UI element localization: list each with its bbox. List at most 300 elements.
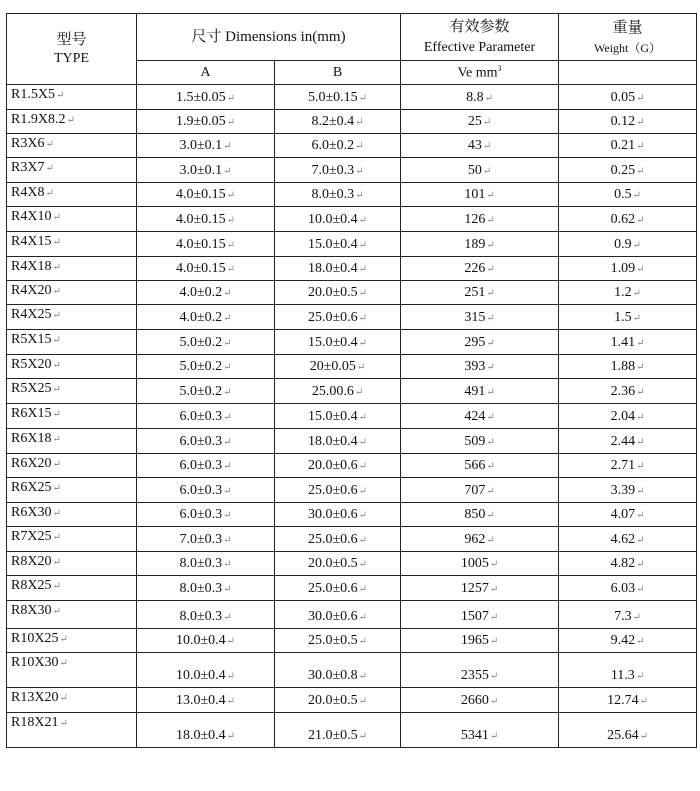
type-cell xyxy=(7,527,137,552)
weight-value: 7.3 xyxy=(614,609,632,624)
type-value: R5X25 xyxy=(11,381,52,396)
paragraph-mark-icon: ↵ xyxy=(226,190,236,201)
b-cell xyxy=(275,110,401,134)
weight-cell xyxy=(559,653,697,688)
paragraph-mark-icon: ↵ xyxy=(226,117,236,128)
paragraph-mark-icon: ↵ xyxy=(52,434,61,445)
paragraph-mark-icon: ↵ xyxy=(486,486,495,497)
weight-value: 0.12 xyxy=(610,114,636,129)
a-cell xyxy=(137,429,275,454)
weight-cell xyxy=(559,429,697,454)
weight-value: 1.2 xyxy=(614,285,632,300)
weight-value: 1.41 xyxy=(610,335,636,350)
type-cell xyxy=(7,404,137,429)
ve-cell xyxy=(401,503,559,527)
table-row xyxy=(7,85,697,110)
type-cell xyxy=(7,454,137,478)
weight-cell xyxy=(559,330,697,355)
ve-value: 25 xyxy=(467,114,482,129)
type-value: R13X20 xyxy=(11,690,59,705)
a-value: 6.0±0.3 xyxy=(179,409,223,424)
weight-value: 4.82 xyxy=(610,556,636,571)
type-cell xyxy=(7,158,137,183)
weight-value: 0.21 xyxy=(610,138,636,153)
type-value: R4X8 xyxy=(11,185,45,200)
b-cell xyxy=(275,330,401,355)
b-cell xyxy=(275,478,401,503)
weight-cell xyxy=(559,527,697,552)
ve-value: 1965 xyxy=(460,633,489,648)
a-value: 3.0±0.1 xyxy=(179,138,223,153)
paragraph-mark-icon: ↵ xyxy=(355,141,364,152)
b-value: 15.0±0.4 xyxy=(307,237,358,252)
table-row xyxy=(7,527,697,552)
weight-cell xyxy=(559,110,697,134)
paragraph-mark-icon: ↵ xyxy=(356,362,366,373)
b-cell xyxy=(275,355,401,379)
a-value: 8.0±0.3 xyxy=(179,609,223,624)
paragraph-mark-icon: ↵ xyxy=(226,671,236,682)
paragraph-mark-icon: ↵ xyxy=(358,696,368,707)
a-cell xyxy=(137,257,275,281)
ve-cell xyxy=(401,183,559,207)
ve-cell xyxy=(401,232,559,257)
b-cell xyxy=(275,688,401,713)
a-cell xyxy=(137,713,275,748)
type-cell xyxy=(7,281,137,305)
paragraph-mark-icon: ↵ xyxy=(358,510,368,521)
paragraph-mark-icon: ↵ xyxy=(636,141,645,152)
weight-header-cn: 重量 xyxy=(612,19,643,36)
b-value: 7.0±0.3 xyxy=(311,163,355,178)
type-header-en: TYPE xyxy=(54,50,89,66)
ve-value: 315 xyxy=(464,310,486,325)
ve-cell xyxy=(401,688,559,713)
paragraph-mark-icon: ↵ xyxy=(486,535,495,546)
paragraph-mark-icon: ↵ xyxy=(52,335,61,346)
ve-cell xyxy=(401,429,559,454)
type-cell xyxy=(7,713,137,748)
paragraph-mark-icon: ↵ xyxy=(52,310,61,321)
ve-value: 491 xyxy=(464,384,486,399)
weight-value: 6.03 xyxy=(610,581,636,596)
table-row xyxy=(7,713,697,748)
table-row xyxy=(7,158,697,183)
paragraph-mark-icon: ↵ xyxy=(45,139,54,150)
a-cell xyxy=(137,688,275,713)
weight-value: 4.62 xyxy=(610,532,636,547)
paragraph-mark-icon: ↵ xyxy=(52,360,61,371)
paragraph-mark-icon: ↵ xyxy=(486,362,495,373)
ve-cell xyxy=(401,552,559,576)
paragraph-mark-icon: ↵ xyxy=(52,606,61,617)
ve-value: 424 xyxy=(464,409,486,424)
paragraph-mark-icon: ↵ xyxy=(226,264,236,275)
paragraph-mark-icon: ↵ xyxy=(358,671,368,682)
a-value: 6.0±0.3 xyxy=(179,507,223,522)
paragraph-mark-icon: ↵ xyxy=(358,93,368,104)
paragraph-mark-icon: ↵ xyxy=(355,166,364,177)
a-value: 4.0±0.2 xyxy=(179,310,223,325)
table-row xyxy=(7,629,697,653)
a-cell xyxy=(137,158,275,183)
paragraph-mark-icon: ↵ xyxy=(636,437,645,448)
type-cell xyxy=(7,653,137,688)
ve-value: 509 xyxy=(464,434,486,449)
paragraph-mark-icon: ↵ xyxy=(358,264,368,275)
weight-cell xyxy=(559,454,697,478)
a-value: 8.0±0.3 xyxy=(179,556,223,571)
paragraph-mark-icon: ↵ xyxy=(635,671,645,682)
type-value: R1.5X5 xyxy=(11,87,55,102)
paragraph-mark-icon: ↵ xyxy=(223,387,232,398)
type-cell xyxy=(7,207,137,232)
paragraph-mark-icon: ↵ xyxy=(636,510,645,521)
paragraph-mark-icon: ↵ xyxy=(489,612,499,623)
paragraph-mark-icon: ↵ xyxy=(482,166,492,177)
a-cell xyxy=(137,110,275,134)
weight-value: 1.5 xyxy=(614,310,632,325)
paragraph-mark-icon: ↵ xyxy=(358,559,368,570)
paragraph-mark-icon: ↵ xyxy=(358,338,368,349)
weight-cell xyxy=(559,713,697,748)
paragraph-mark-icon: ↵ xyxy=(482,141,492,152)
a-cell xyxy=(137,281,275,305)
ve-cell xyxy=(401,379,559,404)
type-value: R10X30 xyxy=(11,655,59,670)
table-row xyxy=(7,257,697,281)
paragraph-mark-icon: ↵ xyxy=(358,612,368,623)
col-a-header xyxy=(137,61,275,85)
paragraph-mark-icon: ↵ xyxy=(223,141,232,152)
col-b-header xyxy=(275,61,401,85)
paragraph-mark-icon: ↵ xyxy=(52,581,61,592)
a-value: 6.0±0.3 xyxy=(179,434,223,449)
weight-value: 0.25 xyxy=(610,163,636,178)
weight-value: 3.39 xyxy=(610,483,636,498)
a-cell xyxy=(137,207,275,232)
paragraph-mark-icon: ↵ xyxy=(486,437,495,448)
paragraph-mark-icon: ↵ xyxy=(52,459,61,470)
paragraph-mark-icon: ↵ xyxy=(636,362,645,373)
b-cell xyxy=(275,85,401,110)
ve-cell xyxy=(401,85,559,110)
weight-cell xyxy=(559,576,697,601)
paragraph-mark-icon: ↵ xyxy=(226,731,236,742)
a-value: 5.0±0.2 xyxy=(179,335,223,350)
table-row xyxy=(7,576,697,601)
weight-value: 0.62 xyxy=(610,212,636,227)
paragraph-mark-icon: ↵ xyxy=(636,387,645,398)
type-value: R10X25 xyxy=(11,631,59,646)
ve-cell xyxy=(401,527,559,552)
paragraph-mark-icon: ↵ xyxy=(489,696,499,707)
type-value: R6X20 xyxy=(11,456,52,471)
type-cell xyxy=(7,85,137,110)
paragraph-mark-icon: ↵ xyxy=(223,288,232,299)
paragraph-mark-icon: ↵ xyxy=(59,658,68,669)
a-cell xyxy=(137,601,275,629)
paragraph-mark-icon: ↵ xyxy=(484,93,493,104)
table-row xyxy=(7,478,697,503)
paragraph-mark-icon: ↵ xyxy=(52,237,61,248)
ve-cell xyxy=(401,134,559,158)
paragraph-mark-icon: ↵ xyxy=(355,117,364,128)
b-cell xyxy=(275,183,401,207)
paragraph-mark-icon: ↵ xyxy=(55,90,65,101)
table-row xyxy=(7,688,697,713)
paragraph-mark-icon: ↵ xyxy=(66,115,75,126)
b-cell xyxy=(275,305,401,330)
paragraph-mark-icon: ↵ xyxy=(489,731,499,742)
ve-value: 707 xyxy=(464,483,486,498)
paragraph-mark-icon: ↵ xyxy=(632,190,641,201)
paragraph-mark-icon: ↵ xyxy=(223,412,232,423)
paragraph-mark-icon: ↵ xyxy=(223,584,232,595)
b-cell xyxy=(275,158,401,183)
a-value: 10.0±0.4 xyxy=(175,633,226,648)
paragraph-mark-icon: ↵ xyxy=(226,93,236,104)
paragraph-mark-icon: ↵ xyxy=(489,671,499,682)
a-cell xyxy=(137,653,275,688)
b-value: 20.0±0.5 xyxy=(307,693,358,708)
paragraph-mark-icon: ↵ xyxy=(223,535,232,546)
type-cell xyxy=(7,183,137,207)
type-value: R18X21 xyxy=(11,715,59,730)
a-cell xyxy=(137,134,275,158)
table-row xyxy=(7,110,697,134)
paragraph-mark-icon: ↵ xyxy=(358,636,368,647)
a-cell xyxy=(137,330,275,355)
b-cell xyxy=(275,404,401,429)
a-value: 4.0±0.2 xyxy=(179,285,223,300)
weight-cell xyxy=(559,281,697,305)
table-row xyxy=(7,207,697,232)
paragraph-mark-icon: ↵ xyxy=(358,412,368,423)
a-cell xyxy=(137,404,275,429)
table-row xyxy=(7,454,697,478)
ve-cell xyxy=(401,629,559,653)
ve-cell xyxy=(401,110,559,134)
a-value: 5.0±0.2 xyxy=(179,384,223,399)
type-cell xyxy=(7,305,137,330)
paragraph-mark-icon: ↵ xyxy=(636,535,645,546)
table-row xyxy=(7,232,697,257)
paragraph-mark-icon: ↵ xyxy=(636,338,645,349)
paragraph-mark-icon: ↵ xyxy=(223,362,232,373)
type-cell xyxy=(7,688,137,713)
paragraph-mark-icon: ↵ xyxy=(636,215,645,226)
b-cell xyxy=(275,653,401,688)
spec-table xyxy=(6,13,697,748)
paragraph-mark-icon: ↵ xyxy=(59,693,68,704)
paragraph-mark-icon: ↵ xyxy=(636,93,645,104)
paragraph-mark-icon: ↵ xyxy=(489,636,499,647)
weight-cell xyxy=(559,629,697,653)
ve-cell xyxy=(401,355,559,379)
ve-cell xyxy=(401,653,559,688)
paragraph-mark-icon: ↵ xyxy=(223,461,232,472)
paragraph-mark-icon: ↵ xyxy=(636,636,645,647)
a-value: 8.0±0.3 xyxy=(179,581,223,596)
paragraph-mark-icon: ↵ xyxy=(52,483,61,494)
type-value: R4X20 xyxy=(11,283,52,298)
weight-cell xyxy=(559,232,697,257)
a-cell xyxy=(137,478,275,503)
table-row xyxy=(7,305,697,330)
type-cell xyxy=(7,330,137,355)
paragraph-mark-icon: ↵ xyxy=(226,696,236,707)
b-cell xyxy=(275,207,401,232)
ve-value: 43 xyxy=(467,138,482,153)
paragraph-mark-icon: ↵ xyxy=(226,636,236,647)
weight-cell xyxy=(559,257,697,281)
table-row xyxy=(7,281,697,305)
paragraph-mark-icon: ↵ xyxy=(52,508,61,519)
b-value: 20.0±0.6 xyxy=(307,458,358,473)
weight-cell xyxy=(559,688,697,713)
weight-value: 1.09 xyxy=(610,261,636,276)
b-cell xyxy=(275,429,401,454)
type-cell xyxy=(7,478,137,503)
type-cell xyxy=(7,552,137,576)
paragraph-mark-icon: ↵ xyxy=(358,215,368,226)
ve-value: 189 xyxy=(464,237,486,252)
type-cell xyxy=(7,355,137,379)
type-cell xyxy=(7,110,137,134)
type-value: R4X25 xyxy=(11,307,52,322)
b-value: 10.0±0.4 xyxy=(307,212,358,227)
a-cell xyxy=(137,576,275,601)
ve-cell xyxy=(401,305,559,330)
paragraph-mark-icon: ↵ xyxy=(59,634,68,645)
ve-value: 251 xyxy=(464,285,486,300)
type-header-cn: 型号 xyxy=(56,31,87,48)
weight-cell xyxy=(559,478,697,503)
table-row xyxy=(7,503,697,527)
b-value: 8.0±0.3 xyxy=(311,187,355,202)
b-value: 25.0±0.6 xyxy=(307,310,358,325)
a-value: 4.0±0.15 xyxy=(175,187,226,202)
table-row xyxy=(7,601,697,629)
paragraph-mark-icon: ↵ xyxy=(59,718,68,729)
paragraph-mark-icon: ↵ xyxy=(52,212,61,223)
b-value: 25.0±0.6 xyxy=(307,532,358,547)
paragraph-mark-icon: ↵ xyxy=(223,559,232,570)
paragraph-mark-icon: ↵ xyxy=(52,262,61,273)
paragraph-mark-icon: ↵ xyxy=(489,559,499,570)
weight-value: 0.9 xyxy=(614,237,632,252)
weight-header-en: Weight（G） xyxy=(594,40,662,55)
ve-cell xyxy=(401,404,559,429)
b-value: 20.0±0.5 xyxy=(307,556,358,571)
paragraph-mark-icon: ↵ xyxy=(636,486,645,497)
table-row xyxy=(7,429,697,454)
b-value: 30.0±0.6 xyxy=(307,609,358,624)
paragraph-mark-icon: ↵ xyxy=(52,532,61,543)
table-row xyxy=(7,404,697,429)
b-value: 25.00.6 xyxy=(311,384,354,399)
a-value: 7.0±0.3 xyxy=(179,532,223,547)
paragraph-mark-icon: ↵ xyxy=(223,166,232,177)
table-row xyxy=(7,183,697,207)
paragraph-mark-icon: ↵ xyxy=(636,559,645,570)
col-ve-superscript: 3 xyxy=(497,63,502,73)
type-value: R4X18 xyxy=(11,259,52,274)
b-cell xyxy=(275,576,401,601)
ve-cell xyxy=(401,478,559,503)
paragraph-mark-icon: ↵ xyxy=(223,338,232,349)
weight-cell xyxy=(559,183,697,207)
paragraph-mark-icon: ↵ xyxy=(52,409,61,420)
b-value: 30.0±0.6 xyxy=(307,507,358,522)
weight-value: 12.74 xyxy=(607,693,639,708)
paragraph-mark-icon: ↵ xyxy=(358,288,368,299)
type-value: R6X18 xyxy=(11,431,52,446)
a-value: 13.0±0.4 xyxy=(175,693,226,708)
paragraph-mark-icon: ↵ xyxy=(636,264,645,275)
type-cell xyxy=(7,134,137,158)
weight-value: 9.42 xyxy=(610,633,636,648)
b-value: 8.2±0.4 xyxy=(311,114,355,129)
paragraph-mark-icon: ↵ xyxy=(358,535,368,546)
effective-header-cn: 有效参数 xyxy=(449,18,510,35)
type-cell xyxy=(7,429,137,454)
ve-value: 962 xyxy=(464,532,486,547)
weight-cell xyxy=(559,601,697,629)
type-value: R8X25 xyxy=(11,578,52,593)
b-cell xyxy=(275,629,401,653)
weight-cell xyxy=(559,134,697,158)
b-value: 21.0±0.5 xyxy=(307,728,358,743)
weight-cell xyxy=(559,404,697,429)
a-value: 18.0±0.4 xyxy=(175,728,226,743)
paragraph-mark-icon: ↵ xyxy=(636,117,645,128)
paragraph-mark-icon: ↵ xyxy=(355,190,364,201)
ve-value: 2660 xyxy=(460,693,489,708)
a-value: 4.0±0.15 xyxy=(175,212,226,227)
paragraph-mark-icon: ↵ xyxy=(52,286,61,297)
a-cell xyxy=(137,355,275,379)
paragraph-mark-icon: ↵ xyxy=(632,288,641,299)
type-header xyxy=(7,14,137,85)
weight-cell xyxy=(559,305,697,330)
b-cell xyxy=(275,257,401,281)
ve-cell xyxy=(401,257,559,281)
a-cell xyxy=(137,379,275,404)
weight-value: 11.3 xyxy=(610,668,635,683)
paragraph-mark-icon: ↵ xyxy=(632,240,641,251)
b-value: 25.0±0.6 xyxy=(307,581,358,596)
a-cell xyxy=(137,527,275,552)
b-cell xyxy=(275,379,401,404)
weight-value: 2.71 xyxy=(610,458,636,473)
b-cell xyxy=(275,281,401,305)
type-value: R1.9X8.2 xyxy=(11,112,66,127)
paragraph-mark-icon: ↵ xyxy=(486,288,495,299)
weight-value: 1.88 xyxy=(610,359,636,374)
ve-value: 1507 xyxy=(460,609,489,624)
paragraph-mark-icon: ↵ xyxy=(358,437,368,448)
a-cell xyxy=(137,232,275,257)
ve-value: 295 xyxy=(464,335,486,350)
weight-value: 0.05 xyxy=(610,90,636,105)
type-cell xyxy=(7,257,137,281)
ve-cell xyxy=(401,281,559,305)
paragraph-mark-icon: ↵ xyxy=(486,190,495,201)
type-value: R3X7 xyxy=(11,160,45,175)
b-value: 18.0±0.4 xyxy=(307,434,358,449)
